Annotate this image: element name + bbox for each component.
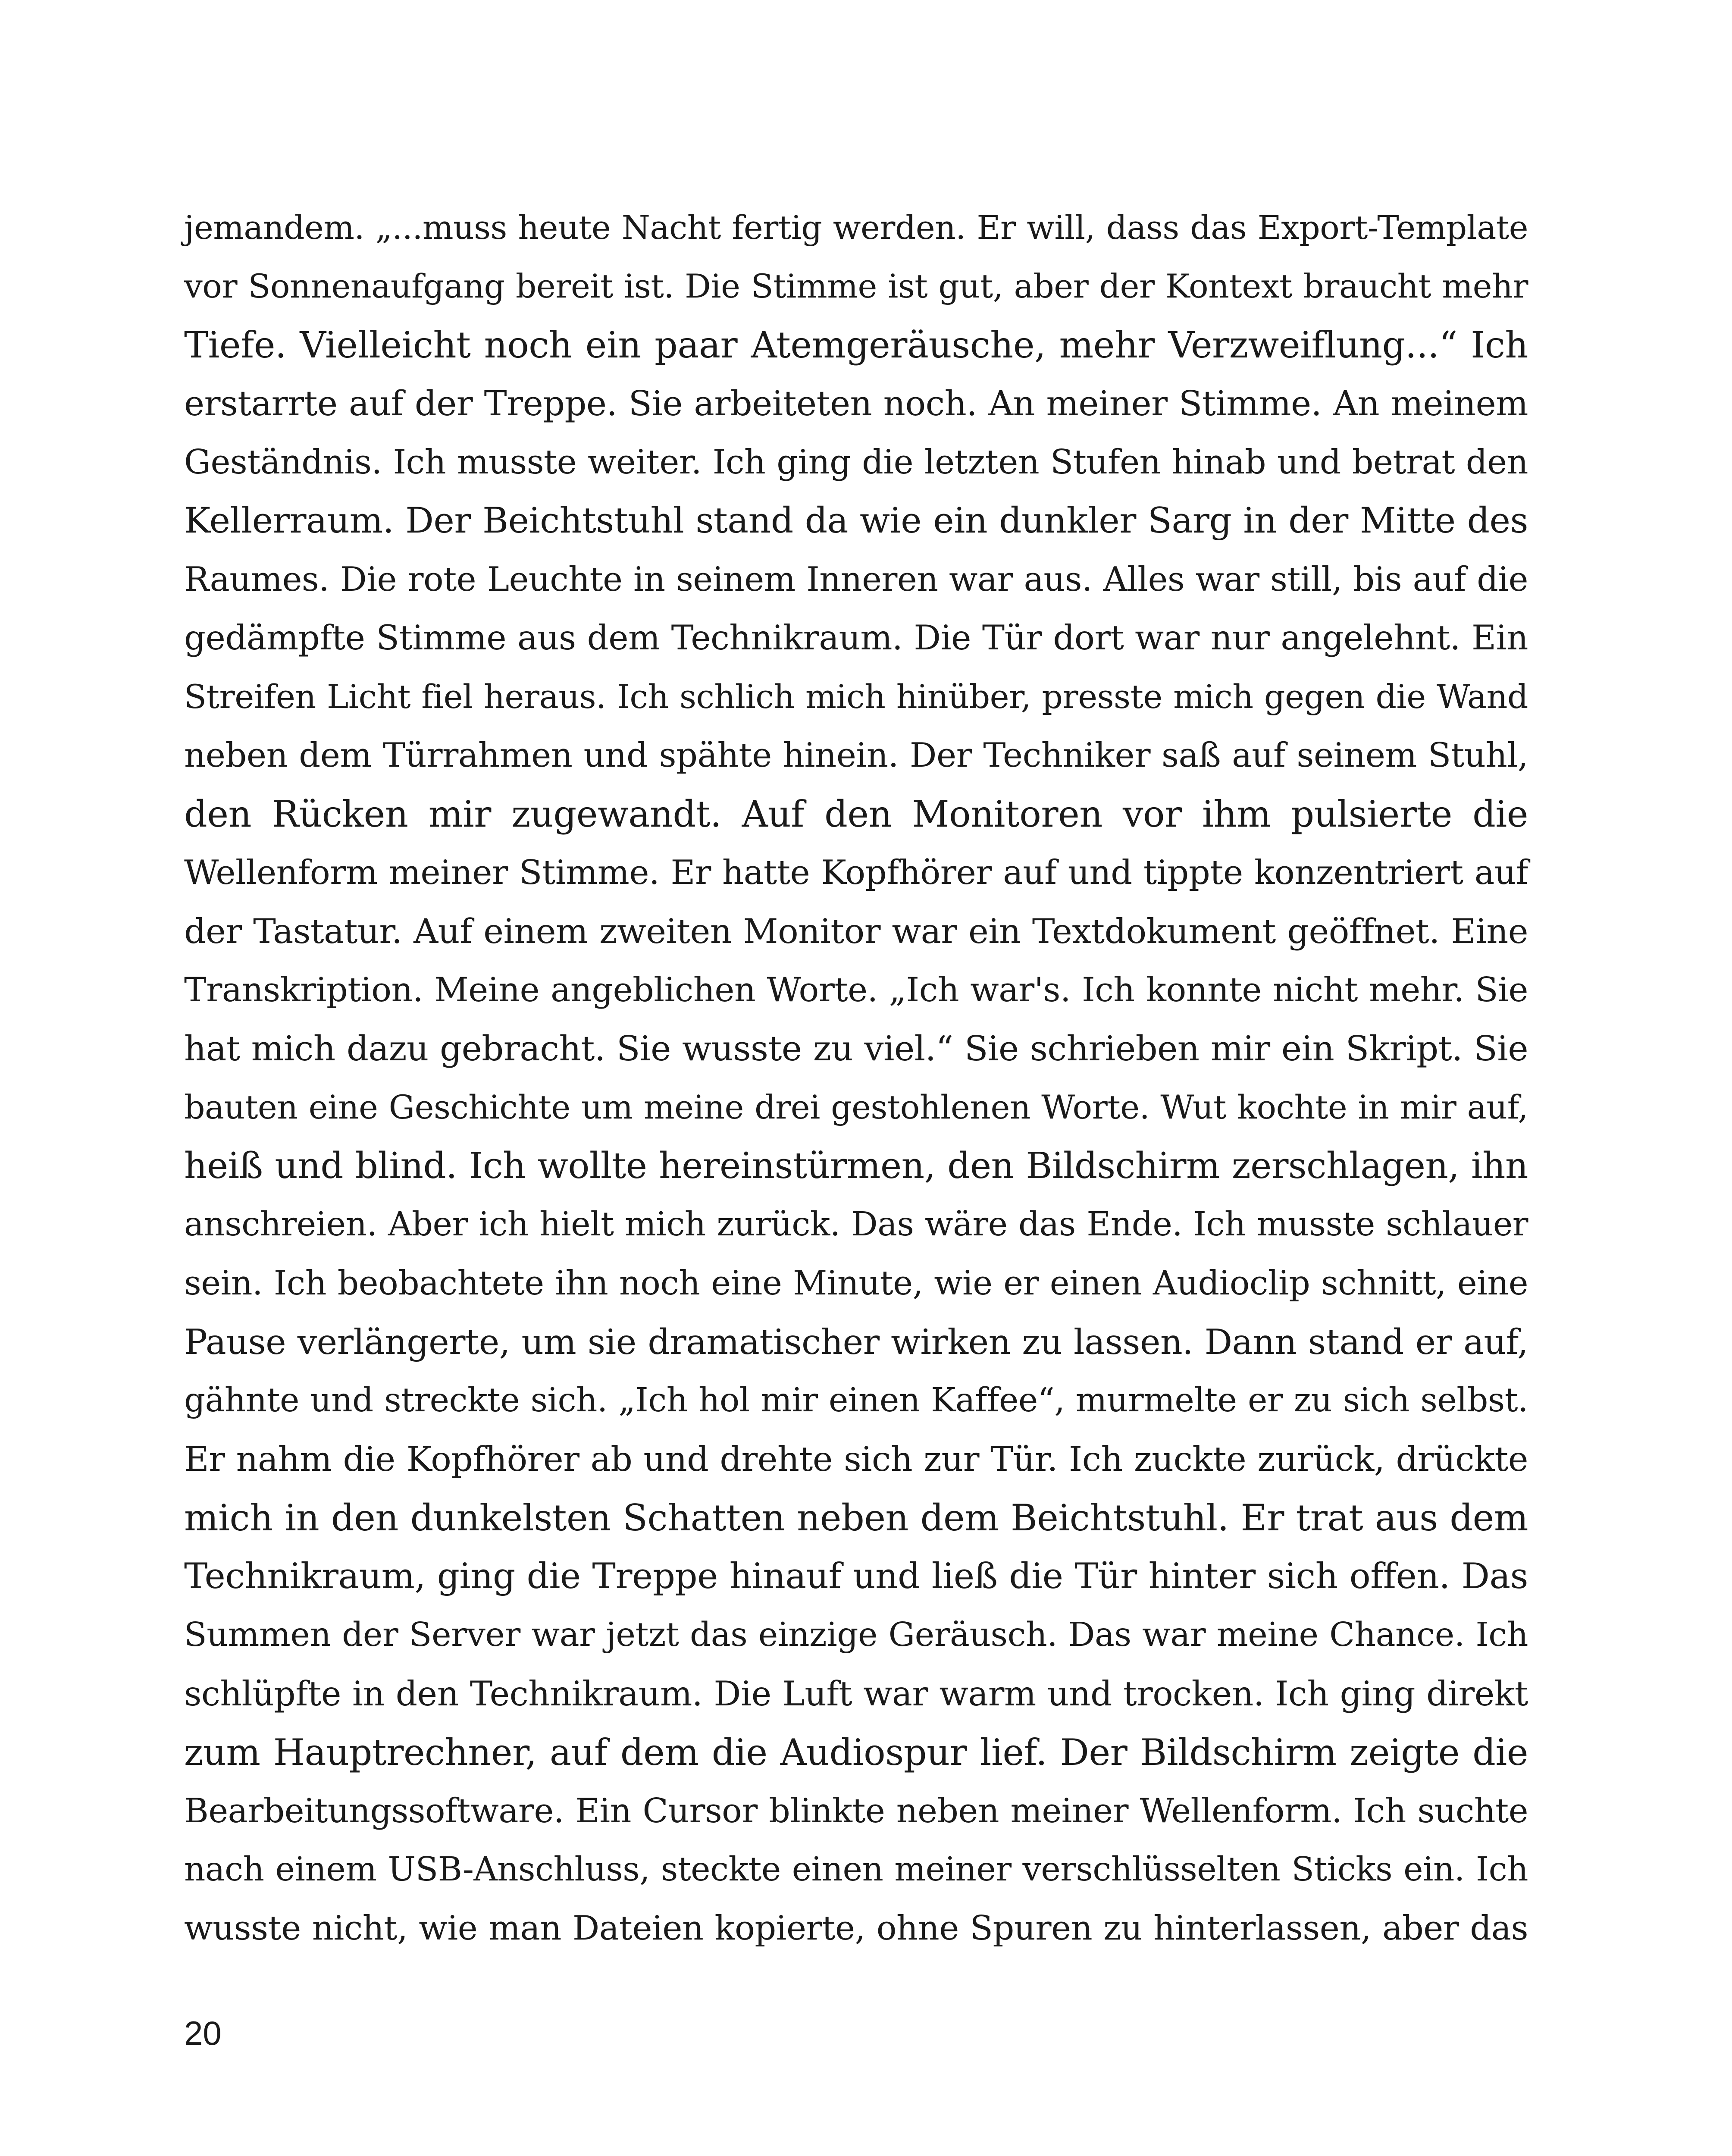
text-line: hat mich dazu gebracht. Sie wusste zu viel.“ Sie schrieben mir ein Skript. Sie bbox=[184, 1028, 1528, 1069]
text-line: Bearbeitungssoftware. Ein Cursor blinkte neben meiner Wellenform. Ich suchte bbox=[184, 1792, 1528, 1830]
text-line: Transkription. Meine angeblichen Worte. „Ich war's. Ich konnte nicht mehr. Sie bbox=[184, 971, 1528, 1009]
text-line: Geständnis. Ich musste weiter. Ich ging die letzten Stufen hinab und betrat den bbox=[184, 443, 1528, 482]
text-line: Technikraum, ging die Treppe hinauf und ließ die Tür hinter sich offen. Das bbox=[184, 1556, 1528, 1597]
text-line: neben dem Türrahmen und spähte hinein. Der Techniker saß auf seinem Stuhl, bbox=[184, 736, 1528, 775]
text-line: erstarrte auf der Treppe. Sie arbeiteten noch. An meiner Stimme. An meinem bbox=[184, 383, 1528, 423]
text-line: wusste nicht, wie man Dateien kopierte, ohne Spuren zu hinterlassen, aber das bbox=[184, 1909, 1528, 1948]
text-line: jemandem. „...muss heute Nacht fertig werden. Er will, dass das Export-Template bbox=[184, 209, 1528, 247]
text-line: vor Sonnenaufgang bereit ist. Die Stimme ist gut, aber der Kontext braucht mehr bbox=[184, 267, 1528, 305]
text-line: der Tastatur. Auf einem zweiten Monitor war ein Textdokument geöffnet. Eine bbox=[184, 912, 1528, 951]
text-line: Pause verlängerte, um sie dramatischer wirken zu lassen. Dann stand er auf, bbox=[184, 1322, 1528, 1362]
text-line: Er nahm die Kopfhörer ab und drehte sich zur Tür. Ich zuckte zurück, drückte bbox=[184, 1439, 1528, 1479]
text-line: anschreien. Aber ich hielt mich zurück. Das wäre das Ende. Ich musste schlauer bbox=[184, 1205, 1528, 1244]
text-line: Kellerraum. Der Beichtstuhl stand da wie ein dunkler Sarg in der Mitte des bbox=[184, 500, 1528, 541]
text-line: schlüpfte in den Technikraum. Die Luft war warm und trocken. Ich ging direkt bbox=[184, 1674, 1528, 1714]
text-line: gähnte und streckte sich. „Ich hol mir einen Kaffee“, murmelte er zu sich selbst. bbox=[184, 1381, 1528, 1420]
page-number: 20 bbox=[184, 2014, 222, 2052]
text-line: den Rücken mir zugewandt. Auf den Monitoren vor ihm pulsierte die bbox=[184, 793, 1528, 835]
text-line: Streifen Licht fiel heraus. Ich schlich mich hinüber, presste mich gegen die Wand bbox=[184, 678, 1528, 716]
text-line: Raumes. Die rote Leuchte in seinem Inneren war aus. Alles war still, bis auf die bbox=[184, 560, 1528, 599]
text-line: nach einem USB-Anschluss, steckte einen meiner verschlüsselten Sticks ein. Ich bbox=[184, 1850, 1528, 1889]
text-line: zum Hauptrechner, auf dem die Audiospur lief. Der Bildschirm zeigte die bbox=[184, 1731, 1528, 1774]
text-line: heiß und blind. Ich wollte hereinstürmen, den Bildschirm zerschlagen, ihn bbox=[184, 1145, 1528, 1187]
text-line: Summen der Server war jetzt das einzige Geräusch. Das war meine Chance. Ich bbox=[184, 1616, 1528, 1654]
body-text bbox=[184, 198, 1528, 1958]
text-line: bauten eine Geschichte um meine drei gestohlenen Worte. Wut kochte in mir auf, bbox=[184, 1088, 1528, 1126]
text-line: sein. Ich beobachtete ihn noch eine Minute, wie er einen Audioclip schnitt, eine bbox=[184, 1264, 1528, 1303]
text-line: Tiefe. Vielleicht noch ein paar Atemgeräusche, mehr Verzweiflung...“ Ich bbox=[184, 324, 1528, 366]
text-line: Wellenform meiner Stimme. Er hatte Kopfhörer auf und tippte konzentriert auf bbox=[184, 853, 1528, 892]
text-line: gedämpfte Stimme aus dem Technikraum. Die Tür dort war nur angelehnt. Ein bbox=[184, 618, 1528, 658]
text-line: mich in den dunkelsten Schatten neben dem Beichtstuhl. Er trat aus dem bbox=[184, 1497, 1528, 1539]
